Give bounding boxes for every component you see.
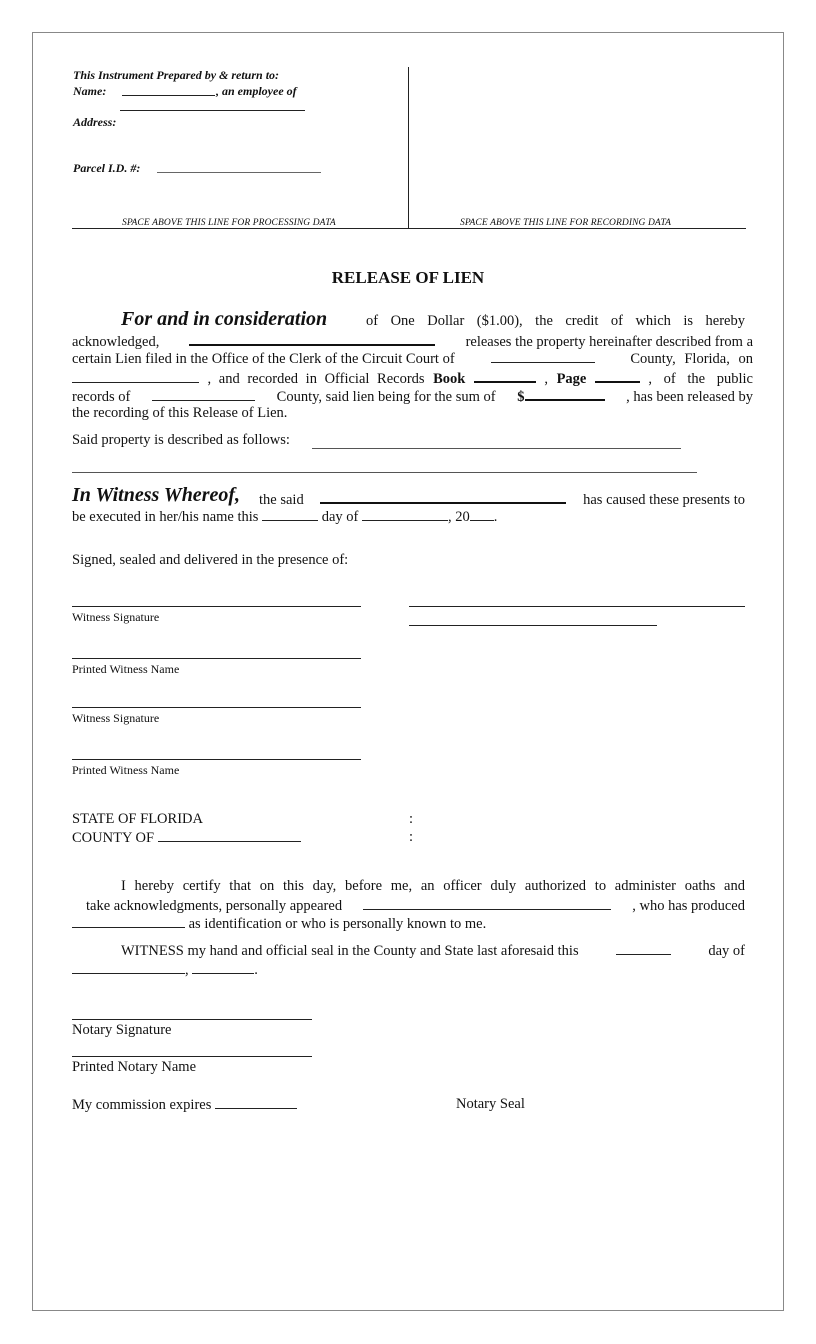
appeared-name-blank[interactable] [363, 897, 611, 910]
employee-of-label: , an employee of [216, 84, 297, 98]
printed-notary-line[interactable] [72, 1056, 312, 1057]
records-of-text: records of [72, 389, 131, 405]
day-of-text: day of [321, 509, 359, 525]
releasor-name-blank[interactable] [320, 490, 566, 504]
property-desc-blank-1[interactable] [312, 448, 681, 449]
witness-signature-1-line[interactable] [72, 606, 361, 607]
notary-seal-label: Notary Seal [456, 1096, 525, 1112]
address-label: Address: [73, 115, 117, 129]
seal-month-blank[interactable] [72, 961, 185, 974]
certify-line1: I hereby certify that on this day, before me, an officer duly authorized to administer oaths and [121, 878, 745, 894]
period: . [493, 509, 498, 525]
name-blank[interactable] [122, 95, 215, 96]
consideration-line1: of One Dollar ($1.00), the credit of which is hereby [366, 313, 745, 329]
caused-presents-text: has caused these presents to [583, 492, 745, 508]
seal-day-blank[interactable] [616, 942, 671, 955]
property-desc-blank-2[interactable] [72, 472, 697, 473]
printed-witness-2-line[interactable] [72, 759, 361, 760]
seal-day-of-text: day of [708, 943, 745, 959]
year-prefix-text: , 20 [447, 509, 470, 525]
witness-hand-line1 [121, 942, 745, 960]
witness-line2 [72, 508, 497, 526]
grantor-signature-line[interactable] [409, 606, 745, 607]
county-florida-text: County, Florida, on [630, 351, 753, 367]
lien-sum-text: County, said lien being for the sum of [276, 389, 496, 405]
printed-witness-2-label: Printed Witness Name [72, 763, 180, 777]
the-said-text: the said [259, 492, 304, 508]
parcel-blank[interactable] [157, 172, 321, 173]
consideration-line4: , and recorded in Official Records Book , Page , of the public [72, 369, 753, 388]
seal-period: . [254, 962, 258, 978]
employer-blank[interactable] [120, 110, 305, 111]
parcel-label: Parcel I.D. #: [73, 161, 141, 175]
identification-text: as identification or who is personally known to me. [188, 916, 487, 932]
execution-day-blank[interactable] [262, 508, 318, 521]
execution-year-blank[interactable] [470, 508, 494, 521]
county-text: COUNTY OF [72, 830, 155, 846]
releasor-blank[interactable] [189, 332, 435, 346]
execution-month-blank[interactable] [362, 508, 448, 521]
state-label: STATE OF FLORIDA [72, 811, 203, 827]
who-produced-text: , who has produced [632, 898, 745, 914]
official-records-text: , and recorded in Official Records [207, 371, 425, 387]
witness-lead [72, 484, 240, 507]
executed-text: be executed in her/his name this [72, 509, 259, 525]
releases-text: releases the property hereinafter described from a [465, 334, 753, 350]
commission-blank[interactable] [215, 1096, 297, 1109]
grantor-name-line[interactable] [409, 625, 657, 626]
name-label: Name: [73, 84, 107, 98]
notary-signature-line[interactable] [72, 1019, 312, 1020]
page-blank[interactable] [595, 369, 640, 383]
property-desc-label: Said property is described as follows: [72, 432, 290, 448]
header-bottom-rule [72, 228, 746, 229]
page-title: RELEASE OF LIEN [331, 268, 485, 287]
consideration-line3 [72, 350, 753, 368]
book-blank[interactable] [474, 369, 536, 383]
sum-blank[interactable] [525, 387, 605, 401]
county-label [72, 829, 301, 847]
lien-county-blank[interactable] [491, 350, 595, 363]
consideration-line6: the recording of this Release of Lien. [72, 405, 288, 421]
county-colon: : [409, 829, 414, 845]
consideration-lead [121, 308, 327, 331]
consideration-lead-text: For and in consideration [121, 308, 328, 330]
seal-year-blank[interactable] [192, 961, 254, 974]
page-label: Page [556, 371, 587, 387]
released-by-text: , has been released by [626, 389, 753, 405]
acknowledged-text: acknowledged, [72, 334, 160, 350]
commission-text: My commission expires [72, 1097, 212, 1113]
witness-lead-text: In Witness Whereof, [72, 484, 241, 506]
dollar-sign: $ [517, 389, 525, 405]
state-colon: : [409, 811, 414, 827]
witness-hand-text: WITNESS my hand and official seal in the County and State last aforesaid this [121, 943, 579, 959]
recording-note: SPACE ABOVE THIS LINE FOR RECORDING DATA [460, 218, 672, 228]
header-divider [408, 67, 409, 229]
signed-sealed-text: Signed, sealed and delivered in the presence of: [72, 552, 349, 568]
printed-witness-1-label: Printed Witness Name [72, 662, 180, 676]
witness-signature-1-label: Witness Signature [72, 610, 160, 624]
consideration-line2 [72, 332, 753, 351]
commission-label [72, 1096, 297, 1114]
certify-line3 [72, 915, 486, 933]
certify-line2 [86, 897, 745, 915]
printed-witness-1-line[interactable] [72, 658, 361, 659]
records-county-blank[interactable] [152, 388, 255, 401]
witness-signature-2-label: Witness Signature [72, 711, 160, 725]
consideration-line5 [72, 387, 753, 406]
public-text: , of the public [648, 371, 753, 387]
book-label: Book [433, 371, 466, 387]
printed-notary-label: Printed Notary Name [72, 1059, 197, 1075]
prepared-by-label: This Instrument Prepared by & return to: [73, 68, 280, 82]
witness-hand-line2 [72, 961, 258, 979]
witness-signature-2-line[interactable] [72, 707, 361, 708]
notary-signature-label: Notary Signature [72, 1022, 172, 1038]
personally-appeared-text: take acknowledgments, personally appeared [86, 898, 343, 914]
clerk-text: certain Lien filed in the Office of the Clerk of the Circuit Court of [72, 351, 455, 367]
identification-blank[interactable] [72, 915, 185, 928]
county-blank[interactable] [158, 829, 301, 842]
lien-date-blank[interactable] [72, 370, 199, 383]
witness-line1 [259, 490, 745, 509]
processing-note: SPACE ABOVE THIS LINE FOR PROCESSING DATA [122, 218, 336, 228]
seal-comma: , [185, 962, 189, 978]
